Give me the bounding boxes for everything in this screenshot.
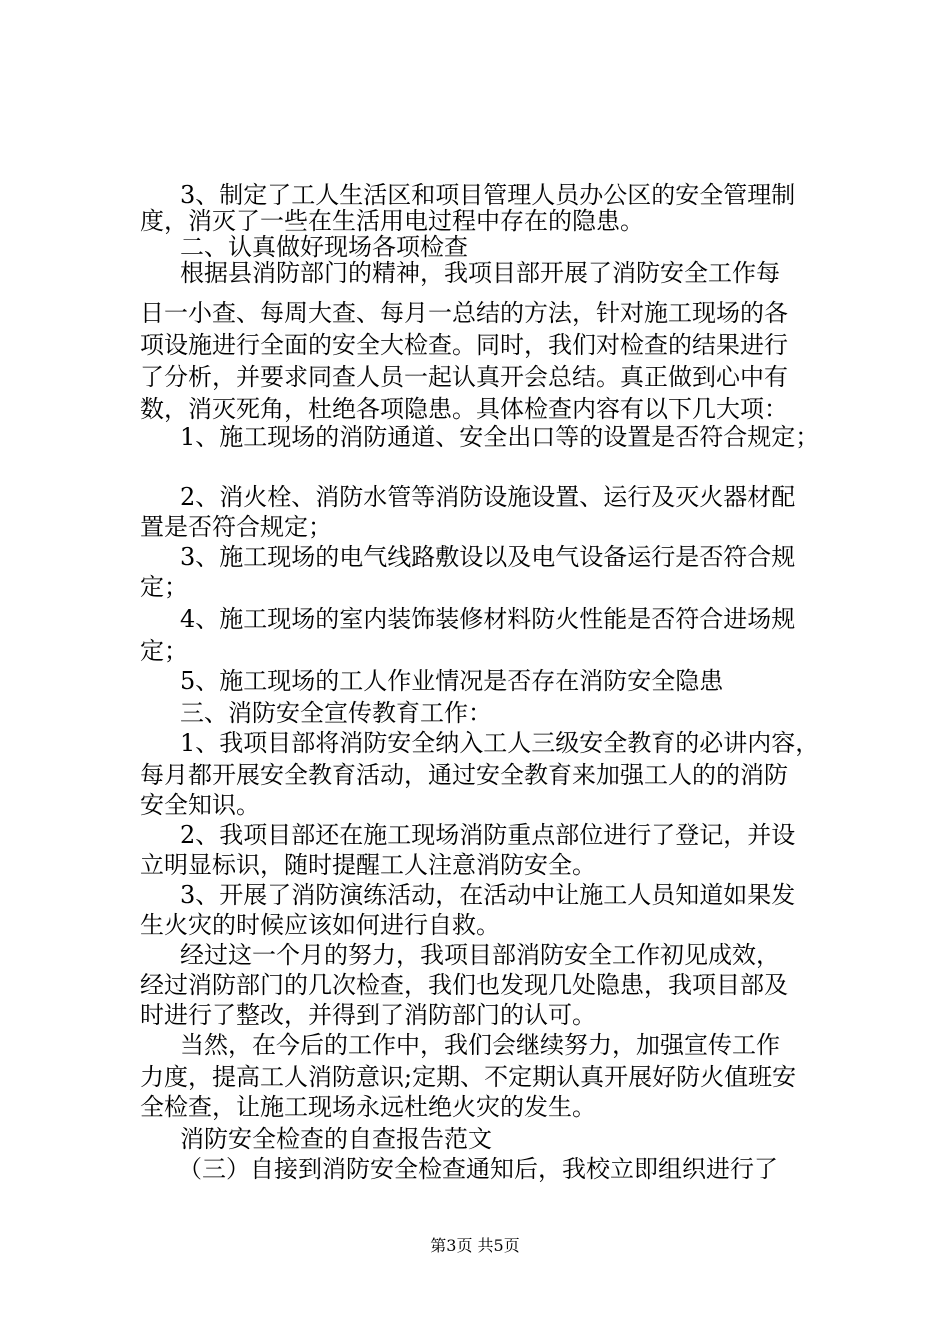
text-line: 力度，提高工人消防意识;定期、不定期认真开展好防火值班安 bbox=[140, 1063, 797, 1091]
text-line: 定； bbox=[140, 637, 188, 665]
section-heading: 三、消防安全宣传教育工作： bbox=[180, 699, 492, 727]
text-line: 定； bbox=[140, 573, 188, 601]
text-line: 置是否符合规定； bbox=[140, 513, 332, 541]
text-line: 项设施进行全面的安全大检查。同时，我们对检查的结果进行 bbox=[140, 331, 788, 359]
text-line: （三）自接到消防安全检查通知后，我校立即组织进行了 bbox=[178, 1155, 778, 1183]
text-line: 2、我项目部还在施工现场消防重点部位进行了登记，并设 bbox=[180, 821, 796, 849]
text-line: 当然，在今后的工作中，我们会继续努力，加强宣传工作 bbox=[180, 1031, 780, 1059]
text-line: 生火灾的时候应该如何进行自救。 bbox=[140, 911, 500, 939]
text-line: 3、施工现场的电气线路敷设以及电气设备运行是否符合规 bbox=[180, 543, 796, 571]
text-line: 经过这一个月的努力，我项目部消防安全工作初见成效， bbox=[180, 941, 780, 969]
text-line: 4、施工现场的室内装饰装修材料防火性能是否符合进场规 bbox=[180, 605, 796, 633]
page-footer: 第3页 共5页 bbox=[430, 1236, 520, 1255]
text-line: 根据县消防部门的精神，我项目部开展了消防安全工作每 bbox=[180, 259, 780, 287]
text-line: 全检查，让施工现场永远杜绝火灾的发生。 bbox=[140, 1093, 596, 1121]
text-line: 每月都开展安全教育活动，通过安全教育来加强工人的的消防 bbox=[140, 761, 788, 789]
section-heading: 二、认真做好现场各项检查 bbox=[180, 233, 468, 261]
text-line: 2、消火栓、消防水管等消防设施设置、运行及灭火器材配 bbox=[180, 483, 796, 511]
text-line: 1、施工现场的消防通道、安全出口等的设置是否符合规定； bbox=[180, 423, 820, 451]
text-line: 度，消灭了一些在生活用电过程中存在的隐患。 bbox=[140, 207, 644, 235]
text-line: 3、制定了工人生活区和项目管理人员办公区的安全管理制 bbox=[180, 181, 796, 209]
text-line: 了分析，并要求同查人员一起认真开会总结。真正做到心中有 bbox=[140, 363, 788, 391]
text-line: 数，消灭死角，杜绝各项隐患。具体检查内容有以下几大项： bbox=[140, 395, 788, 423]
text-line: 时进行了整改，并得到了消防部门的认可。 bbox=[140, 1001, 596, 1029]
text-line: 安全知识。 bbox=[140, 791, 260, 819]
text-line: 3、开展了消防演练活动，在活动中让施工人员知道如果发 bbox=[180, 881, 796, 909]
text-line: 5、施工现场的工人作业情况是否存在消防安全隐患 bbox=[180, 667, 724, 695]
text-line: 立明显标识，随时提醒工人注意消防安全。 bbox=[140, 851, 596, 879]
text-line: 日一小查、每周大查、每月一总结的方法，针对施工现场的各 bbox=[140, 299, 788, 327]
section-heading: 消防安全检查的自查报告范文 bbox=[180, 1125, 492, 1153]
text-line: 经过消防部门的几次检查，我们也发现几处隐患，我项目部及 bbox=[140, 971, 788, 999]
text-line: 1、我项目部将消防安全纳入工人三级安全教育的必讲内容， bbox=[180, 729, 820, 757]
